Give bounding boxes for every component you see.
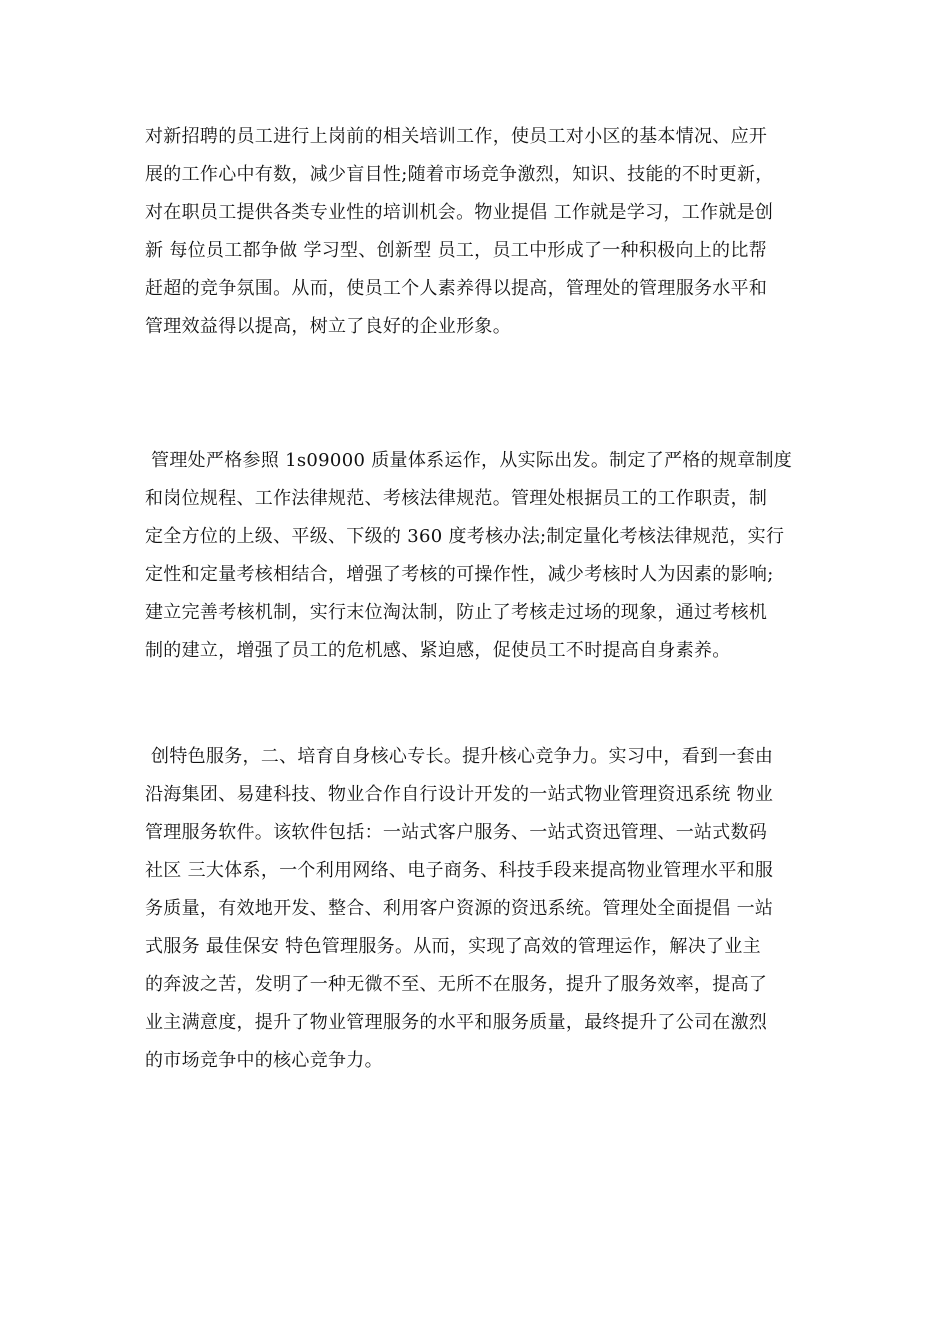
text-line: 创特色服务，二、培育自身核心专长。提升核心竞争力。实习中，看到一套由	[145, 746, 774, 767]
text-line: 务质量，有效地开发、整合、利用客户资源的资迅系统。管理处全面提倡 一站	[145, 898, 774, 919]
paragraph-assessment	[145, 442, 815, 670]
text-line: 沿海集团、易建科技、物业合作自行设计开发的一站式物业管理资迅系统 物业	[145, 784, 774, 805]
text-line: 和岗位规程、工作法律规范、考核法律规范。管理处根据员工的工作职责，制	[145, 488, 768, 509]
text-line: 对在职员工提供各类专业性的培训机会。物业提倡 工作就是学习，工作就是创	[145, 202, 774, 223]
text-line: 对新招聘的员工进行上岗前的相关培训工作，使员工对小区的基本情况、应开	[145, 126, 768, 147]
text-line: 新 每位员工都争做 学习型、创新型 员工，员工中形成了一种积极向上的比帮	[145, 240, 767, 261]
text-line: 社区 三大体系，一个利用网络、电子商务、科技手段来提高物业管理水平和服	[145, 860, 774, 881]
text-line: 式服务 最佳保安 特色管理服务。从而，实现了高效的管理运作，解决了业主	[145, 936, 761, 957]
text-line: 建立完善考核机制，实行末位淘汰制，防止了考核走过场的现象，通过考核机	[145, 602, 768, 623]
text-line: 制的建立，增强了员工的危机感、紧迫感，促使员工不时提高自身素养。	[145, 640, 731, 661]
text-line: 的奔波之苦，发明了一种无微不至、无所不在服务，提升了服务效率，提高了	[145, 974, 768, 995]
text-line: 管理处严格参照 1s09000 质量体系运作，从实际出发。制定了严格的规章制度	[145, 450, 793, 471]
text-line: 展的工作心中有数，减少盲目性;随着市场竞争激烈，知识、技能的不时更新，	[145, 164, 774, 185]
text-line: 管理效益得以提高，树立了良好的企业形象。	[145, 316, 511, 337]
paragraph-core-competence	[145, 738, 815, 1080]
text-line: 定全方位的上级、平级、下级的 360 度考核办法;制定量化考核法律规范，实行	[145, 526, 785, 547]
paragraph-training	[145, 118, 815, 346]
text-line: 定性和定量考核相结合，增强了考核的可操作性，减少考核时人为因素的影响;	[145, 564, 774, 585]
text-line: 管理服务软件。该软件包括：一站式客户服务、一站式资迅管理、一站式数码	[145, 822, 768, 843]
text-line: 赶超的竞争氛围。从而，使员工个人素养得以提高，管理处的管理服务水平和	[145, 278, 768, 299]
text-line: 的市场竞争中的核心竞争力。	[145, 1050, 383, 1071]
text-line: 业主满意度，提升了物业管理服务的水平和服务质量，最终提升了公司在激烈	[145, 1012, 768, 1033]
